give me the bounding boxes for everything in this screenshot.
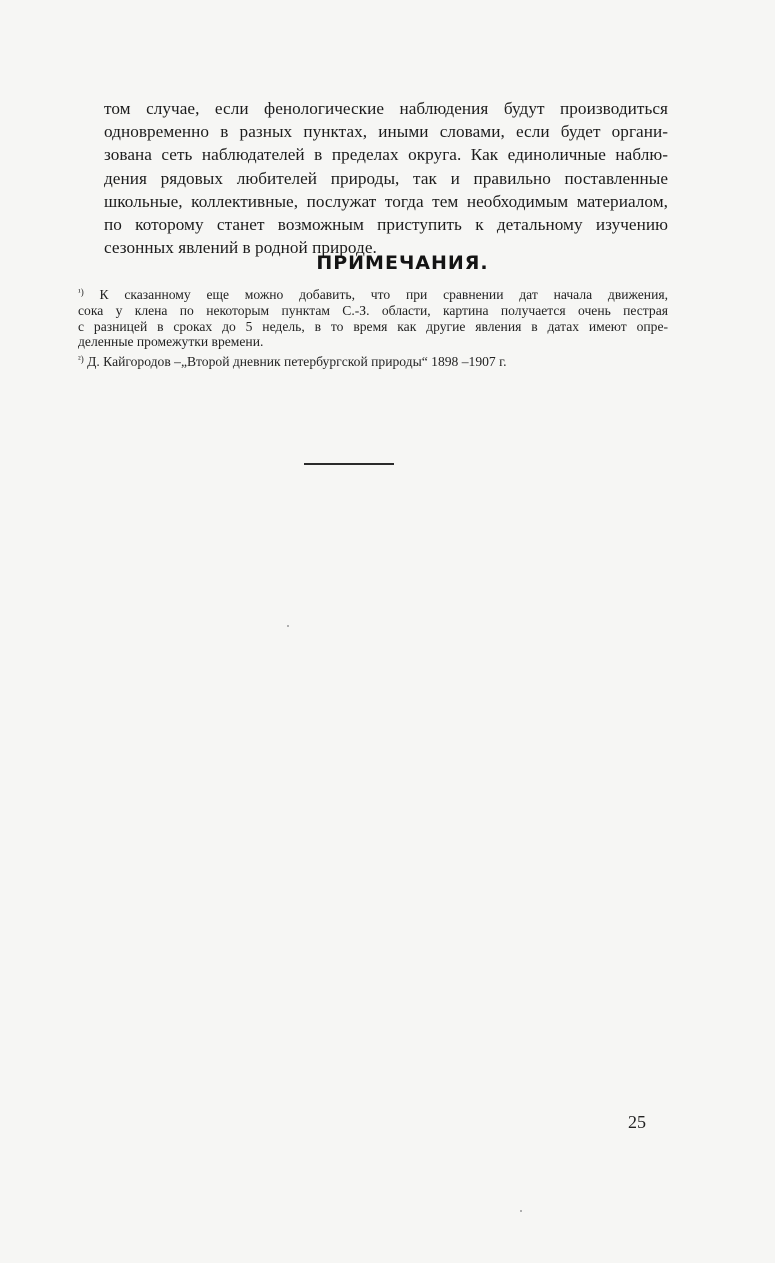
footnote-text: Д. Кайгородов –„Второй дневник петербургской природы“ 1898 –1907 г. bbox=[87, 354, 507, 369]
main-paragraph bbox=[104, 97, 668, 259]
paragraph-line: том случае, если фенологические наблюдения будут производиться bbox=[104, 99, 668, 118]
scan-speck bbox=[520, 1210, 522, 1212]
footnote-line bbox=[78, 287, 668, 303]
paragraph-line: дения рядовых любителей природы, так и правильно поставленные bbox=[104, 168, 668, 188]
footnote-line: сока у клена по некоторым пунктам С.-З. области, картина получается очень пестрая bbox=[78, 302, 668, 318]
scan-speck bbox=[287, 625, 289, 627]
footnote-1 bbox=[78, 287, 668, 350]
footnote-line: с разницей в сроках до 5 недель, в то время как другие явления в датах имеют опре- bbox=[78, 318, 668, 334]
paragraph-line: одновременно в разных пунктах, иными словами, если будет органи- bbox=[104, 122, 668, 142]
footnote-line: деленные промежутки времени. bbox=[78, 334, 264, 350]
notes-heading: ПРИМЕЧАНИЯ. bbox=[316, 252, 489, 274]
footnote-2 bbox=[78, 354, 668, 370]
paragraph-line: сезонных явлений в родной природе. bbox=[104, 238, 377, 258]
footnote-line bbox=[78, 354, 668, 370]
footnote-marker: ²) bbox=[78, 354, 84, 364]
paragraph-line: зована сеть наблюдателей в пределах округа. Как единоличные наблю- bbox=[104, 145, 668, 165]
footnote-text: К сказанному еще можно добавить, что при сравнении дат начала движения, bbox=[99, 287, 668, 302]
section-divider bbox=[304, 463, 394, 465]
footnote-marker: ¹) bbox=[78, 287, 84, 297]
page-number: 25 bbox=[628, 1112, 646, 1132]
paragraph-line: по которому станет возможным приступить к детальному изучению bbox=[104, 215, 668, 235]
paragraph-line: школьные, коллективные, послужат тогда тем необходимым материалом, bbox=[104, 191, 668, 211]
